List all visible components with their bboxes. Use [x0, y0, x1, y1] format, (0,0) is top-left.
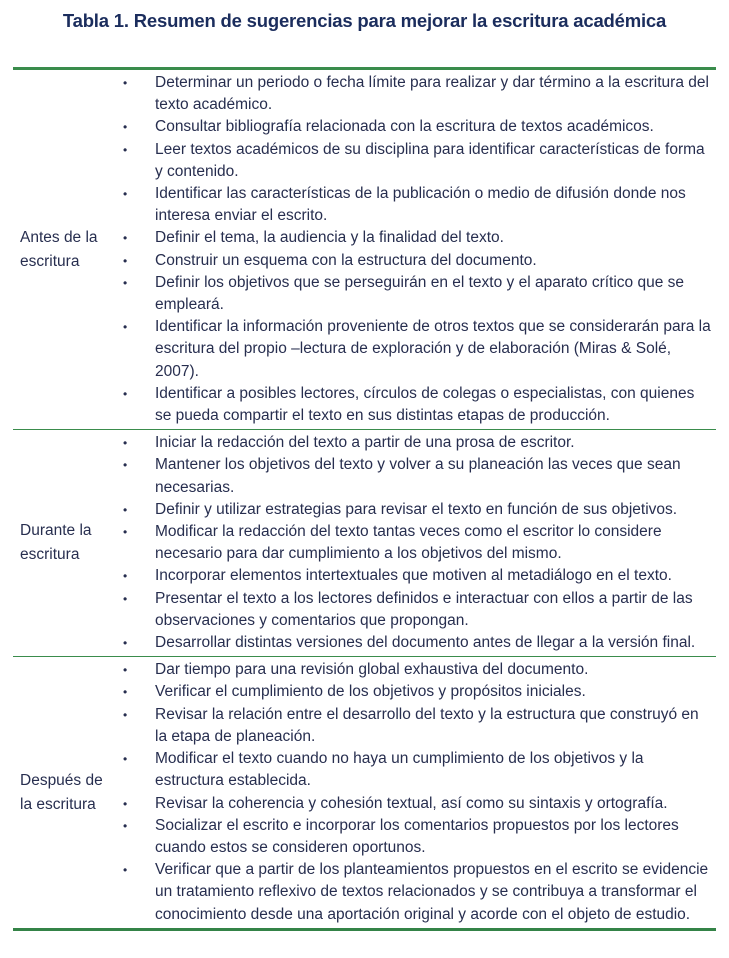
bullet-item — [110, 72, 716, 116]
bullet-item-text: Verificar que a partir de los planteamientos propuestos en el escrito se evidencie un tratamiento reflexivo de textos relacionados y se contribuya a transformar el conocimiento desde una aportación original y acorde con el objeto de estudio. — [155, 861, 709, 923]
bullet-item — [110, 316, 716, 383]
table-caption: Tabla 1. Resumen de sugerencias para mejorar la escritura académica — [62, 10, 667, 31]
bullet-icon: • — [123, 76, 128, 90]
section-stage-label — [13, 659, 110, 925]
bullet-icon: • — [123, 591, 128, 606]
bullet-item-text: Revisar la relación entre el desarrollo del texto y la estructura que construyó en la etapa de planeación. — [155, 705, 699, 745]
section-stage-label-text: Después de la escritura — [20, 771, 103, 813]
bullet-icon: • — [123, 436, 128, 451]
bullet-item — [110, 454, 716, 498]
bullet-icon: • — [123, 187, 128, 202]
bullet-item-text: Presentar el texto a los lectores definidos e interactuar con ellos a partir de las observaciones y comentarios que propongan. — [155, 589, 693, 629]
section-items — [110, 72, 716, 427]
bullet-item — [110, 116, 716, 138]
bullet-icon: • — [123, 320, 128, 335]
bullet-item-text: Construir un esquema con la estructura del documento. — [155, 251, 537, 269]
bullet-item-text: Identificar las características de la publicación o medio de difusión donde nos interesa enviar el escrito. — [155, 185, 686, 225]
bullet-item-text: Leer textos académicos de su disciplina para identificar características de forma y contenido. — [155, 140, 705, 180]
bullet-item — [110, 499, 716, 521]
bullet-icon: • — [123, 142, 128, 157]
bullet-item — [110, 250, 716, 272]
bullet-item-text: Dar tiempo para una revisión global exhaustiva del documento. — [155, 661, 589, 679]
bullet-item — [110, 183, 716, 227]
bullet-item-text: Definir el tema, la audiencia y la finalidad del texto. — [155, 229, 504, 247]
bullet-item — [110, 588, 716, 632]
bullet-item — [110, 632, 716, 654]
bullet-item — [110, 659, 716, 681]
bullet-item-text: Definir los objetivos que se perseguirán en el texto y el aparato crítico que se empleará. — [155, 273, 685, 314]
bullet-item — [110, 793, 716, 815]
section-stage-label-text: Antes de la escritura — [20, 228, 98, 270]
bullet-item-text: Iniciar la redacción del texto a partir de una prosa de escritor. — [155, 434, 575, 452]
section-items — [110, 659, 716, 925]
section-items — [110, 432, 716, 654]
bullet-icon: • — [123, 502, 128, 517]
section-stage-label — [13, 432, 110, 654]
bullet-item-text: Desarrollar distintas versiones del documento antes de llegar a la versión final. — [155, 634, 696, 652]
bullet-icon: • — [123, 386, 128, 401]
bullet-item-text: Mantener los objetivos del texto y volver a su planeación las veces que sean necesarias. — [155, 456, 681, 496]
bullet-icon: • — [123, 253, 128, 268]
bullet-icon: • — [123, 231, 128, 246]
bullet-item — [110, 748, 716, 792]
bullet-item — [110, 432, 716, 454]
table-section — [13, 70, 716, 430]
bullet-icon: • — [123, 569, 128, 584]
bullet-item — [110, 565, 716, 587]
bullet-icon: • — [123, 458, 128, 473]
bullet-item-text: Modificar el texto cuando no haya un cumplimiento de los objetivos y la estructura establecida. — [155, 750, 644, 790]
table-section — [13, 430, 716, 657]
suggestions-table — [13, 67, 716, 931]
bullet-icon: • — [123, 863, 128, 878]
bullet-item-text: Determinar un periodo o fecha límite para realizar y dar término a la escritura del texto académico. — [155, 74, 709, 114]
bullet-item-text: Incorporar elementos intertextuales que motiven al metadiálogo en el texto. — [155, 567, 672, 585]
bullet-item-text: Definir y utilizar estrategias para revisar el texto en función de sus objetivos. — [155, 500, 678, 518]
bullet-item-text: Identificar la información proveniente de otros textos que se considerarán para la escritura del propio –lectura de exploración y de elaboración (Miras & Solé, 2007). — [155, 318, 711, 380]
bullet-item-text: Verificar el cumplimiento de los objetivos y propósitos iniciales. — [155, 683, 586, 701]
bullet-icon: • — [123, 525, 128, 540]
bullet-item — [110, 815, 716, 859]
bullet-item — [110, 227, 716, 249]
bullet-icon: • — [123, 636, 128, 651]
bullet-item-text: Modificar la redacción del texto tantas veces como el escritor lo considere necesario para dar cumplimiento a los objetivos del mismo. — [155, 523, 662, 563]
bullet-item — [110, 859, 716, 926]
bullet-item — [110, 272, 716, 316]
bullet-item — [110, 681, 716, 703]
section-stage-label-text: Durante la escritura — [20, 522, 92, 564]
bullet-item — [110, 139, 716, 183]
bullet-icon: • — [123, 818, 128, 833]
bullet-item — [110, 704, 716, 748]
bullet-icon: • — [123, 796, 128, 811]
bullet-item-text: Revisar la coherencia y cohesión textual, así como su sintaxis y ortografía. — [155, 794, 668, 812]
table-section — [13, 657, 716, 927]
bullet-icon: • — [123, 275, 128, 290]
bullet-icon: • — [123, 707, 128, 722]
section-stage-label — [13, 72, 110, 427]
bullet-item-text: Identificar a posibles lectores, círculos de colegas o especialistas, con quienes se pueda compartir el texto en sus distintas etapas de producción. — [155, 384, 695, 425]
bullet-item-text: Consultar bibliografía relacionada con la escritura de textos académicos. — [155, 118, 654, 136]
bullet-icon: • — [123, 685, 128, 700]
bullet-item — [110, 383, 716, 427]
bullet-item — [110, 521, 716, 565]
bullet-icon: • — [123, 663, 128, 678]
bullet-icon: • — [123, 752, 128, 767]
bullet-item-text: Socializar el escrito e incorporar los comentarios propuestos por los lectores cuando estos se consideren oportunos. — [155, 816, 679, 856]
bullet-icon: • — [123, 120, 128, 135]
